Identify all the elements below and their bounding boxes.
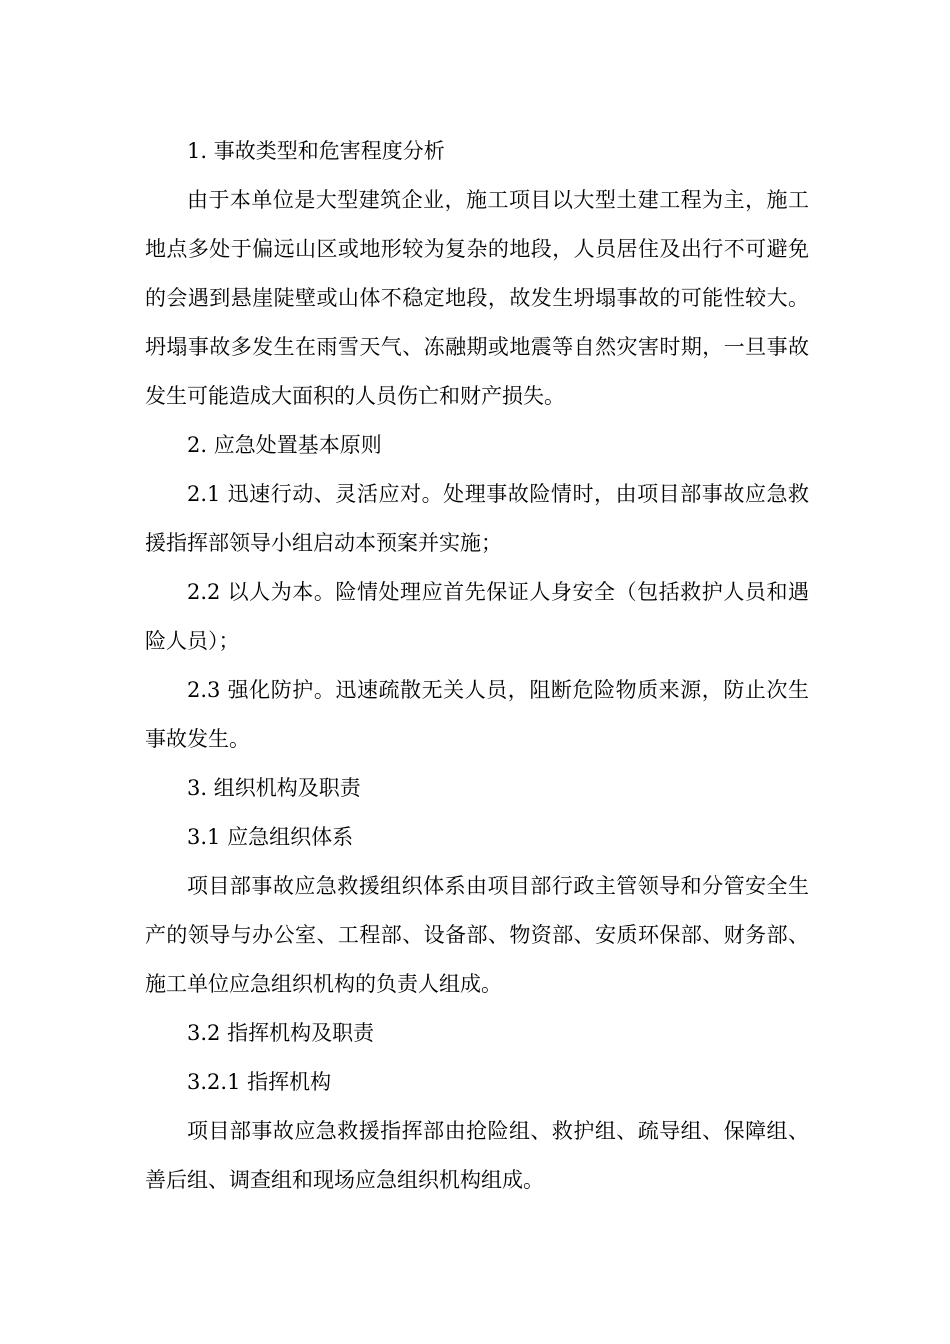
paragraph-principle-2-1: 2.1 迅速行动、灵活应对。处理事故险情时，由项目部事故应急救援指挥部领导小组启动本预案并实施； bbox=[145, 482, 809, 555]
subsection-heading-3-1: 3.1 应急组织体系 bbox=[187, 825, 354, 849]
paragraph-command-structure: 项目部事故应急救援指挥部由抢险组、救护组、疏导组、保障组、善后组、调查组和现场应急组织机构组成。 bbox=[145, 1119, 809, 1192]
paragraph-principle-2-3: 2.3 强化防护。迅速疏散无关人员，阻断危险物质来源，防止次生事故发生。 bbox=[145, 678, 809, 751]
section-heading-1: 1. 事故类型和危害程度分析 bbox=[187, 139, 445, 163]
paragraph-principle-2-2: 2.2 以人为本。险情处理应首先保证人身安全（包括救护人员和遇险人员）； bbox=[145, 580, 809, 653]
paragraph-accident-analysis: 由于本单位是大型建筑企业，施工项目以大型土建工程为主，施工地点多处于偏远山区或地形较为复杂的地段，人员居住及出行不可避免的会遇到悬崖陡壁或山体不稳定地段，故发生坍塌事故的可能性较大。坍塌事故多发生在雨雪天气、冻融期或地震等自然灾害时期，一旦事故发生可能造成大面积的人员伤亡和财产损失。 bbox=[145, 188, 809, 408]
subsection-heading-3-2: 3.2 指挥机构及职责 bbox=[187, 1021, 375, 1045]
document-page bbox=[145, 127, 809, 1205]
section-heading-2: 2. 应急处置基本原则 bbox=[187, 433, 382, 457]
section-heading-3: 3. 组织机构及职责 bbox=[187, 776, 361, 800]
paragraph-emergency-org: 项目部事故应急救援组织体系由项目部行政主管领导和分管安全生产的领导与办公室、工程部、设备部、物资部、安质环保部、财务部、施工单位应急组织机构的负责人组成。 bbox=[145, 874, 809, 996]
subsection-heading-3-2-1: 3.2.1 指挥机构 bbox=[187, 1070, 332, 1094]
